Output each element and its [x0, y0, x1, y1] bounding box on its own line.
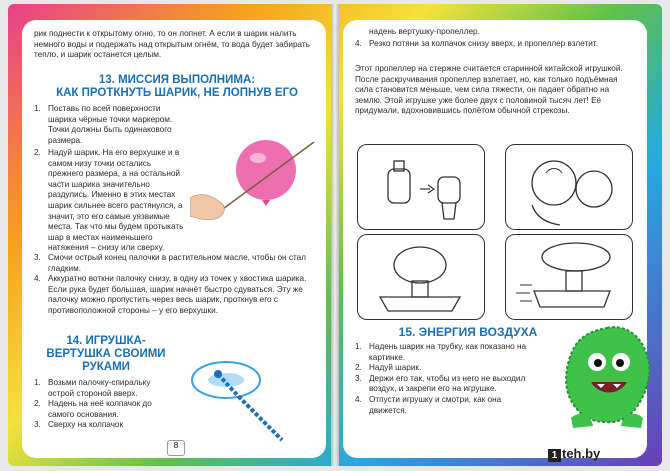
section13-title-line1: 13. МИССИЯ ВЫПОЛНИМА: — [98, 74, 256, 86]
section15-steps — [355, 342, 541, 416]
history-paragraph: Этот пропеллер на стержне считается старинной китайской игрушкой. После раскручивания пропеллер взлетает, но, как только подъёмная сила становится меньше, чем сила тяжести, он падает обратно на землю. Этой игрушке уже более двух с половиной тысяч лет! Её придумали, вдохновившись полётом обычной стрекозы. — [355, 64, 623, 116]
balloon-on-toy-drawing — [358, 235, 484, 319]
list-item: 3. Смочи острый конец палочки в растительном масле, чтобы он стал гладким. — [34, 253, 306, 273]
watermark-text: teh.by — [562, 446, 601, 461]
list-item: 2. Надуй шарик. — [355, 363, 422, 373]
balloon-knot — [262, 200, 270, 206]
intro-paragraph: рик поднести к открытому огню, то он лопнет. А если в шарик налить немного воды и подержать над открытым огнём, то вода будет забирать тепло, и шарик останется целым. — [34, 29, 310, 60]
watermark — [548, 446, 600, 462]
spiral-stick — [218, 374, 282, 440]
panel-toy-moving — [505, 234, 633, 320]
watermark-logo-box: 1 — [548, 449, 561, 462]
continued-step — [355, 39, 637, 50]
list-item: 4. Резко потяни за колпачок снизу вверх, и пропеллер взлетит. — [355, 39, 598, 48]
list-item: 1. Возьми палочку-спиральку острой стороной вверх. — [34, 378, 151, 398]
hand — [190, 195, 224, 220]
section14-title-line2: ВЕРТУШКА СВОИМИ — [46, 348, 166, 360]
list-item: 4. Отпусти игрушку и смотри, как она движется. — [355, 394, 502, 415]
section13-steps-3 — [34, 253, 316, 317]
green-monster-mascot — [561, 322, 653, 432]
section13-steps — [34, 104, 184, 146]
panel-tube-cap — [357, 144, 485, 230]
section14-steps — [34, 378, 168, 431]
section13-steps-2 — [34, 148, 184, 254]
balloon — [236, 140, 296, 200]
section15-title: 15. ЭНЕРГИЯ ВОЗДУХА — [398, 325, 538, 339]
list-item: 1. Поставь по всей поверхности шарика чёрные точки маркером. Точки должны быть одинакового размера. — [34, 104, 173, 145]
blowing-balloon-drawing — [506, 145, 632, 229]
toy-moving-drawing — [506, 235, 632, 319]
book-gutter — [331, 4, 339, 466]
list-item: 4. Аккуратно воткни палочку снизу, в одну из точек у хвостика шарика. Если рука будет большая, шарик начнёт быстро сдуваться. Эту же палочку можно пропустить через весь шарик, проткнув его с противоположной стороны – у его верхушки. — [34, 274, 307, 315]
left-page — [22, 20, 326, 458]
propeller-toy-illustration — [188, 350, 298, 446]
panel-blowing-balloon — [505, 144, 633, 230]
list-item: 2. Надуй шарик. На его верхушке и в самом низу точки остались прежнего размера, а на остальной части шарика значительно раздулись. Именно в этих местах шарик сильнее всего растянулся, а значит, это его самые уязвимые места. Так что мы будем протыкать шар в местах наименьшего натяжения – снизу или сверху. — [34, 148, 184, 253]
section14-title — [36, 335, 176, 374]
list-item: 2. Надень на неё колпачок до самого основания. — [34, 399, 152, 419]
tube-cap-drawing — [358, 145, 484, 229]
list-item: 1. Надень шарик на трубку, как показано на картинке. — [355, 342, 527, 362]
balloon-illustration — [190, 132, 318, 234]
panel-balloon-on-toy — [357, 234, 485, 320]
list-item: 3. Сверху на колпачок — [34, 420, 124, 430]
section13-title — [42, 74, 312, 100]
section13-title-line2: КАК ПРОТКНУТЬ ШАРИК, НЕ ЛОПНУВ ЕГО — [56, 87, 298, 99]
continued-line: надень вертушку-пропеллер. — [369, 27, 480, 36]
list-item: 3. Держи его так, чтобы из него не выходил воздух, и закрепи его на игрушке. — [355, 373, 526, 394]
section14-title-line1: 14. ИГРУШКА- — [66, 335, 146, 347]
page-number: 8 — [167, 440, 185, 456]
section14-title-line3: РУКАМИ — [82, 361, 130, 373]
